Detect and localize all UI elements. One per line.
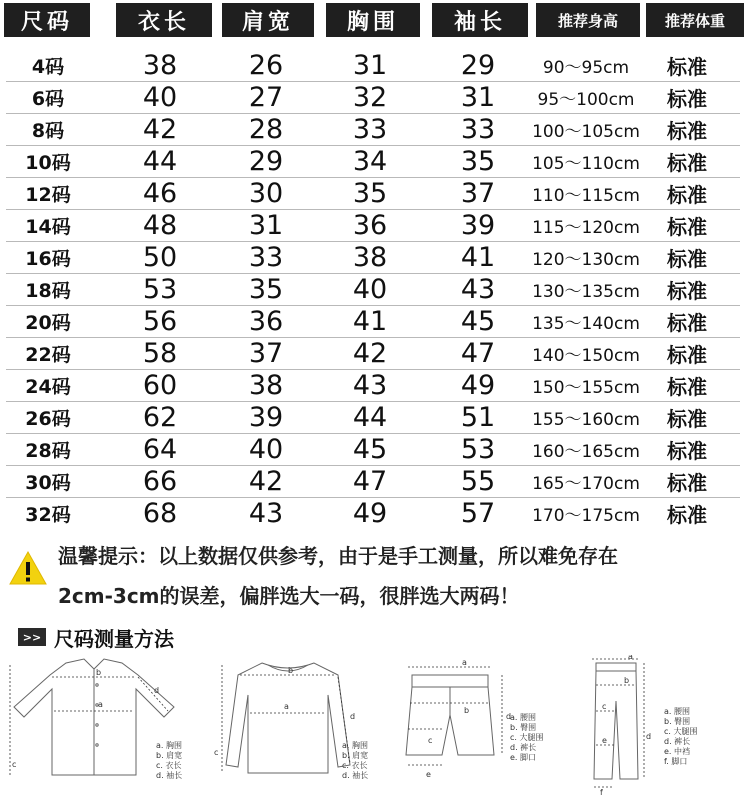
legend-item: e. 脚口 xyxy=(510,753,537,762)
mark-d: d xyxy=(154,686,160,695)
mark-b: b xyxy=(288,666,294,675)
legend-item: d. 袖长 xyxy=(342,771,369,780)
legend-item: d. 袖长 xyxy=(156,771,183,780)
cell-shoulder: 37 xyxy=(248,338,284,369)
cell-weight: 标准 xyxy=(667,183,707,207)
cell-weight: 标准 xyxy=(667,119,707,143)
header-sleeve: 袖长 xyxy=(432,3,528,37)
cell-length: 56 xyxy=(142,306,178,337)
cell-shoulder: 43 xyxy=(248,498,284,529)
legend-item: c. 大腿围 xyxy=(664,727,698,736)
table-row xyxy=(0,466,750,497)
cell-sleeve: 47 xyxy=(460,338,496,369)
legend-item: c. 大腿围 xyxy=(510,733,544,742)
cell-size: 6码 xyxy=(31,88,65,110)
cell-chest: 33 xyxy=(352,114,388,145)
cell-weight: 标准 xyxy=(667,151,707,175)
cell-length: 62 xyxy=(142,402,178,433)
cell-sleeve: 49 xyxy=(460,370,496,401)
cell-weight: 标准 xyxy=(667,215,707,239)
shirt-diagram xyxy=(6,655,202,795)
cell-weight: 标准 xyxy=(667,279,707,303)
cell-chest: 34 xyxy=(352,146,388,177)
cell-sleeve: 57 xyxy=(460,498,496,529)
legend-item: d. 裤长 xyxy=(664,737,691,746)
cell-shoulder: 26 xyxy=(248,50,284,81)
cell-height: 130～135cm xyxy=(532,282,640,302)
legend-item: b. 肩宽 xyxy=(342,751,369,760)
legend-item: a. 胸围 xyxy=(342,741,368,750)
cell-height: 150～155cm xyxy=(532,378,640,398)
mark-f: f xyxy=(600,788,603,795)
method-heading xyxy=(18,624,174,650)
header-size: 尺码 xyxy=(4,3,90,37)
cell-size: 24码 xyxy=(25,376,71,398)
cell-sleeve: 53 xyxy=(460,434,496,465)
cell-shoulder: 29 xyxy=(248,146,284,177)
cell-weight: 标准 xyxy=(667,503,707,527)
cell-shoulder: 33 xyxy=(248,242,284,273)
table-row xyxy=(0,210,750,241)
cell-length: 53 xyxy=(142,274,178,305)
cell-length: 66 xyxy=(142,466,178,497)
mark-c: c xyxy=(602,702,607,711)
cell-size: 16码 xyxy=(25,248,71,270)
cell-weight: 标准 xyxy=(667,247,707,271)
cell-sleeve: 31 xyxy=(460,82,496,113)
cell-sleeve: 45 xyxy=(460,306,496,337)
notice-line-2: 2cm-3cm的误差，偏胖选大一码，很胖选大两码！ xyxy=(58,584,520,608)
mark-a: a xyxy=(98,700,103,709)
mark-b: b xyxy=(464,706,470,715)
table-row xyxy=(0,306,750,337)
cell-chest: 42 xyxy=(352,338,388,369)
table-row xyxy=(0,50,750,81)
cell-size: 4码 xyxy=(31,56,65,78)
cell-sleeve: 55 xyxy=(460,466,496,497)
cell-size: 28码 xyxy=(25,440,71,462)
mark-e: e xyxy=(426,770,431,779)
cell-length: 38 xyxy=(142,50,178,81)
notice-box xyxy=(8,540,743,610)
table-header xyxy=(0,0,750,40)
mark-d: d xyxy=(506,712,512,721)
cell-shoulder: 42 xyxy=(248,466,284,497)
cell-weight: 标准 xyxy=(667,375,707,399)
cell-weight: 标准 xyxy=(667,311,707,335)
cell-weight: 标准 xyxy=(667,407,707,431)
table-row xyxy=(0,498,750,529)
table-row xyxy=(0,82,750,113)
sweater-legend xyxy=(342,741,368,781)
cell-sleeve: 43 xyxy=(460,274,496,305)
cell-shoulder: 40 xyxy=(248,434,284,465)
cell-shoulder: 30 xyxy=(248,178,284,209)
warning-triangle-icon xyxy=(8,550,48,586)
legend-item: f. 脚口 xyxy=(664,757,688,766)
mark-d: d xyxy=(350,712,356,721)
mark-a: a xyxy=(628,655,633,661)
cell-weight: 标准 xyxy=(667,87,707,111)
cell-sleeve: 33 xyxy=(460,114,496,145)
cell-chest: 31 xyxy=(352,50,388,81)
cell-chest: 35 xyxy=(352,178,388,209)
cell-shoulder: 39 xyxy=(248,402,284,433)
table-row xyxy=(0,178,750,209)
mark-c: c xyxy=(12,760,17,769)
cell-height: 120～130cm xyxy=(532,250,640,270)
table-row xyxy=(0,402,750,433)
cell-height: 160～165cm xyxy=(532,442,640,462)
double-chevron-icon: >> xyxy=(18,628,46,646)
cell-sleeve: 41 xyxy=(460,242,496,273)
shirt-legend xyxy=(156,741,182,781)
table-row xyxy=(0,370,750,401)
legend-item: b. 臀围 xyxy=(510,723,537,732)
cell-weight: 标准 xyxy=(667,471,707,495)
pants-diagram xyxy=(578,655,744,795)
cell-chest: 43 xyxy=(352,370,388,401)
mark-a: a xyxy=(462,658,467,667)
cell-chest: 47 xyxy=(352,466,388,497)
header-chest: 胸围 xyxy=(326,3,420,37)
legend-item: d. 裤长 xyxy=(510,743,537,752)
legend-item: a. 腰围 xyxy=(664,707,690,716)
cell-height: 135～140cm xyxy=(532,314,640,334)
mark-c: c xyxy=(428,736,433,745)
cell-length: 44 xyxy=(142,146,178,177)
cell-size: 26码 xyxy=(25,408,71,430)
cell-height: 170～175cm xyxy=(532,506,640,526)
cell-length: 68 xyxy=(142,498,178,529)
table-row xyxy=(0,114,750,145)
header-height: 推荐身高 xyxy=(536,3,640,37)
cell-size: 10码 xyxy=(25,152,71,174)
mark-b: b xyxy=(96,668,102,677)
cell-chest: 36 xyxy=(352,210,388,241)
cell-chest: 32 xyxy=(352,82,388,113)
cell-shoulder: 35 xyxy=(248,274,284,305)
table-row xyxy=(0,146,750,177)
cell-length: 42 xyxy=(142,114,178,145)
cell-height: 105～110cm xyxy=(532,154,640,174)
cell-size: 20码 xyxy=(25,312,71,334)
cell-size: 32码 xyxy=(25,504,71,526)
legend-item: e. 中裆 xyxy=(664,747,691,756)
cell-chest: 41 xyxy=(352,306,388,337)
cell-weight: 标准 xyxy=(667,439,707,463)
cell-sleeve: 29 xyxy=(460,50,496,81)
cell-chest: 40 xyxy=(352,274,388,305)
cell-sleeve: 51 xyxy=(460,402,496,433)
cell-shoulder: 31 xyxy=(248,210,284,241)
cell-size: 22码 xyxy=(25,344,71,366)
legend-item: c. 衣长 xyxy=(156,761,182,770)
header-length: 衣长 xyxy=(116,3,212,37)
sweater-diagram xyxy=(208,655,394,795)
pants-illustration xyxy=(578,655,744,795)
cell-length: 60 xyxy=(142,370,178,401)
cell-shoulder: 36 xyxy=(248,306,284,337)
table-row xyxy=(0,274,750,305)
cell-weight: 标准 xyxy=(667,343,707,367)
cell-sleeve: 39 xyxy=(460,210,496,241)
cell-chest: 49 xyxy=(352,498,388,529)
cell-height: 110～115cm xyxy=(532,186,640,206)
cell-weight: 标准 xyxy=(667,55,707,79)
shorts-diagram xyxy=(398,655,568,795)
cell-size: 30码 xyxy=(25,472,71,494)
cell-length: 50 xyxy=(142,242,178,273)
legend-item: a. 腰围 xyxy=(510,713,536,722)
cell-length: 58 xyxy=(142,338,178,369)
shorts-legend xyxy=(510,713,543,763)
mark-d: d xyxy=(646,732,652,741)
cell-height: 90～95cm xyxy=(542,58,630,78)
cell-length: 46 xyxy=(142,178,178,209)
cell-height: 115～120cm xyxy=(532,218,640,238)
header-shoulder: 肩宽 xyxy=(222,3,314,37)
cell-size: 12码 xyxy=(25,184,71,206)
cell-height: 100～105cm xyxy=(532,122,640,142)
cell-chest: 45 xyxy=(352,434,388,465)
cell-length: 40 xyxy=(142,82,178,113)
header-weight: 推荐体重 xyxy=(646,3,744,37)
cell-chest: 44 xyxy=(352,402,388,433)
legend-item: b. 肩宽 xyxy=(156,751,183,760)
legend-item: c. 衣长 xyxy=(342,761,368,770)
cell-shoulder: 27 xyxy=(248,82,284,113)
cell-size: 18码 xyxy=(25,280,71,302)
cell-height: 140～150cm xyxy=(532,346,640,366)
cell-length: 48 xyxy=(142,210,178,241)
cell-length: 64 xyxy=(142,434,178,465)
mark-e: e xyxy=(602,736,607,745)
cell-shoulder: 28 xyxy=(248,114,284,145)
cell-size: 14码 xyxy=(25,216,71,238)
table-row xyxy=(0,338,750,369)
cell-height: 165～170cm xyxy=(532,474,640,494)
pants-legend xyxy=(664,707,697,767)
cell-shoulder: 38 xyxy=(248,370,284,401)
cell-size: 8码 xyxy=(31,120,65,142)
cell-chest: 38 xyxy=(352,242,388,273)
cell-sleeve: 35 xyxy=(460,146,496,177)
legend-item: a. 胸围 xyxy=(156,741,182,750)
table-row xyxy=(0,242,750,273)
legend-item: b. 臀围 xyxy=(664,717,691,726)
mark-a: a xyxy=(284,702,289,711)
table-row xyxy=(0,434,750,465)
method-title: 尺码测量方法 xyxy=(54,626,174,651)
cell-height: 155～160cm xyxy=(532,410,640,430)
cell-sleeve: 37 xyxy=(460,178,496,209)
mark-b: b xyxy=(624,676,630,685)
mark-c: c xyxy=(214,748,219,757)
cell-height: 95～100cm xyxy=(537,90,635,110)
notice-line-1: 温馨提示：以上数据仅供参考，由于是手工测量，所以难免存在 xyxy=(58,544,618,568)
